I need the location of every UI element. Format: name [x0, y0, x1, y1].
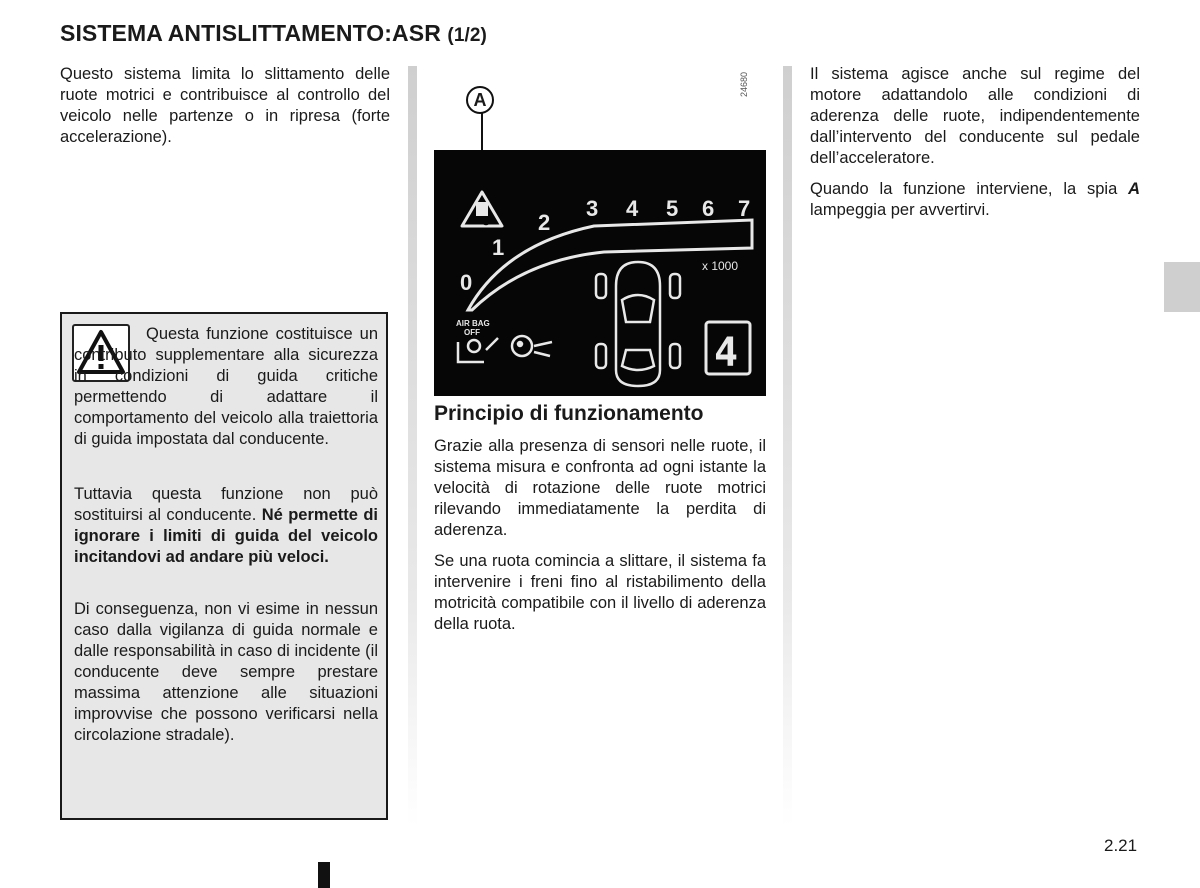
rpm-tick-1: 1 [492, 235, 505, 260]
principle-paragraph-2: Se una ruota comincia a slittare, il sistema fa intervenire i freni fino al ristabilimento della motricità compatibile con il livello di aderenza della ruota. [434, 552, 766, 633]
intro-paragraph: Questo sistema limita lo slittamento delle ruote motrici e contribuisce al controllo del veicolo nelle partenze o in ripresa (forte accelerazione). [60, 65, 390, 146]
column-3 [810, 64, 1140, 221]
rpm-tick-2: 2 [538, 210, 551, 235]
warning-paragraph-2 [74, 484, 378, 568]
warning-light-paragraph [810, 179, 1140, 221]
title-part: (1/2) [447, 25, 487, 46]
asr-warning-icon [462, 192, 502, 226]
car-top-view-icon [596, 262, 680, 386]
engine-paragraph: Il sistema agisce anche sul regime del motore adattandolo alle condizioni di aderenza delle ruote, indipendentemente dall’intervento del conducente sul pedale dell’acceleratore. [810, 65, 1140, 167]
title-text: SISTEMA ANTISLITTAMENTO:ASR [60, 20, 441, 46]
wl-text-c: lampeggia per avvertirvi. [810, 201, 990, 219]
wl-letter: A [1128, 180, 1140, 198]
wl-text-a: Quando la funzione interviene, la spia [810, 180, 1129, 198]
warning-paragraph-1: Questa funzione costituisce un contributo supplementare alla sicurezza in condizioni di guida critiche permettendo di adattare il comportamento del veicolo alla traiettoria di guida impostata dal conducente. [74, 325, 378, 448]
column-divider-left [408, 66, 417, 826]
gear-indicator: 4 [714, 330, 739, 376]
section-heading: Principio di funzionamento [434, 402, 704, 425]
crop-mark [318, 862, 330, 888]
figure-reference: 24680 [739, 72, 749, 98]
airbag-label-1: AIR BAG [456, 319, 490, 328]
callout-a: A [466, 86, 494, 114]
airbag-off-icon [458, 338, 498, 362]
warning-paragraph-3: Di conseguenza, non vi esime in nessun caso dalla vigilanza di guida normale e dalle responsabilità in caso di incidente (il conducente deve sempre prestare massima attenzione alle situazioni improvvise che possono verificarsi nella circolazione stradale). [74, 600, 378, 744]
principle-paragraph-1: Grazie alla presenza di sensori nelle ruote, il sistema misura e confronta ad ogni istante la velocità di rotazione delle ruote motrici rilevando immediatamente la perdita di aderenza. [434, 437, 766, 539]
rpm-tick-6: 6 [702, 196, 715, 221]
warning-p2-normal: Tuttavia questa funzione non può sostituirsi al conducente. [74, 485, 378, 524]
airbag-label-2: OFF [464, 328, 480, 337]
rpm-tick-4: 4 [626, 196, 639, 221]
rpm-tick-5: 5 [666, 196, 679, 221]
rpm-tick-3: 3 [586, 196, 599, 221]
rpm-unit: x 1000 [702, 259, 739, 273]
dashboard-figure [434, 150, 766, 396]
page-number: 2.21 [1104, 836, 1138, 855]
chapter-tab [1164, 262, 1200, 312]
column-2 [434, 436, 766, 635]
page-title [60, 20, 487, 47]
airbag-icon [512, 336, 552, 356]
warning-p2-bold: Né permette di ignorare i limiti di guida del veicolo incitandovi ad andare più veloci. [74, 506, 378, 566]
rpm-tick-0: 0 [460, 270, 473, 295]
rpm-tick-7: 7 [738, 196, 751, 221]
column-divider-right [783, 66, 792, 826]
warning-box [60, 312, 388, 820]
